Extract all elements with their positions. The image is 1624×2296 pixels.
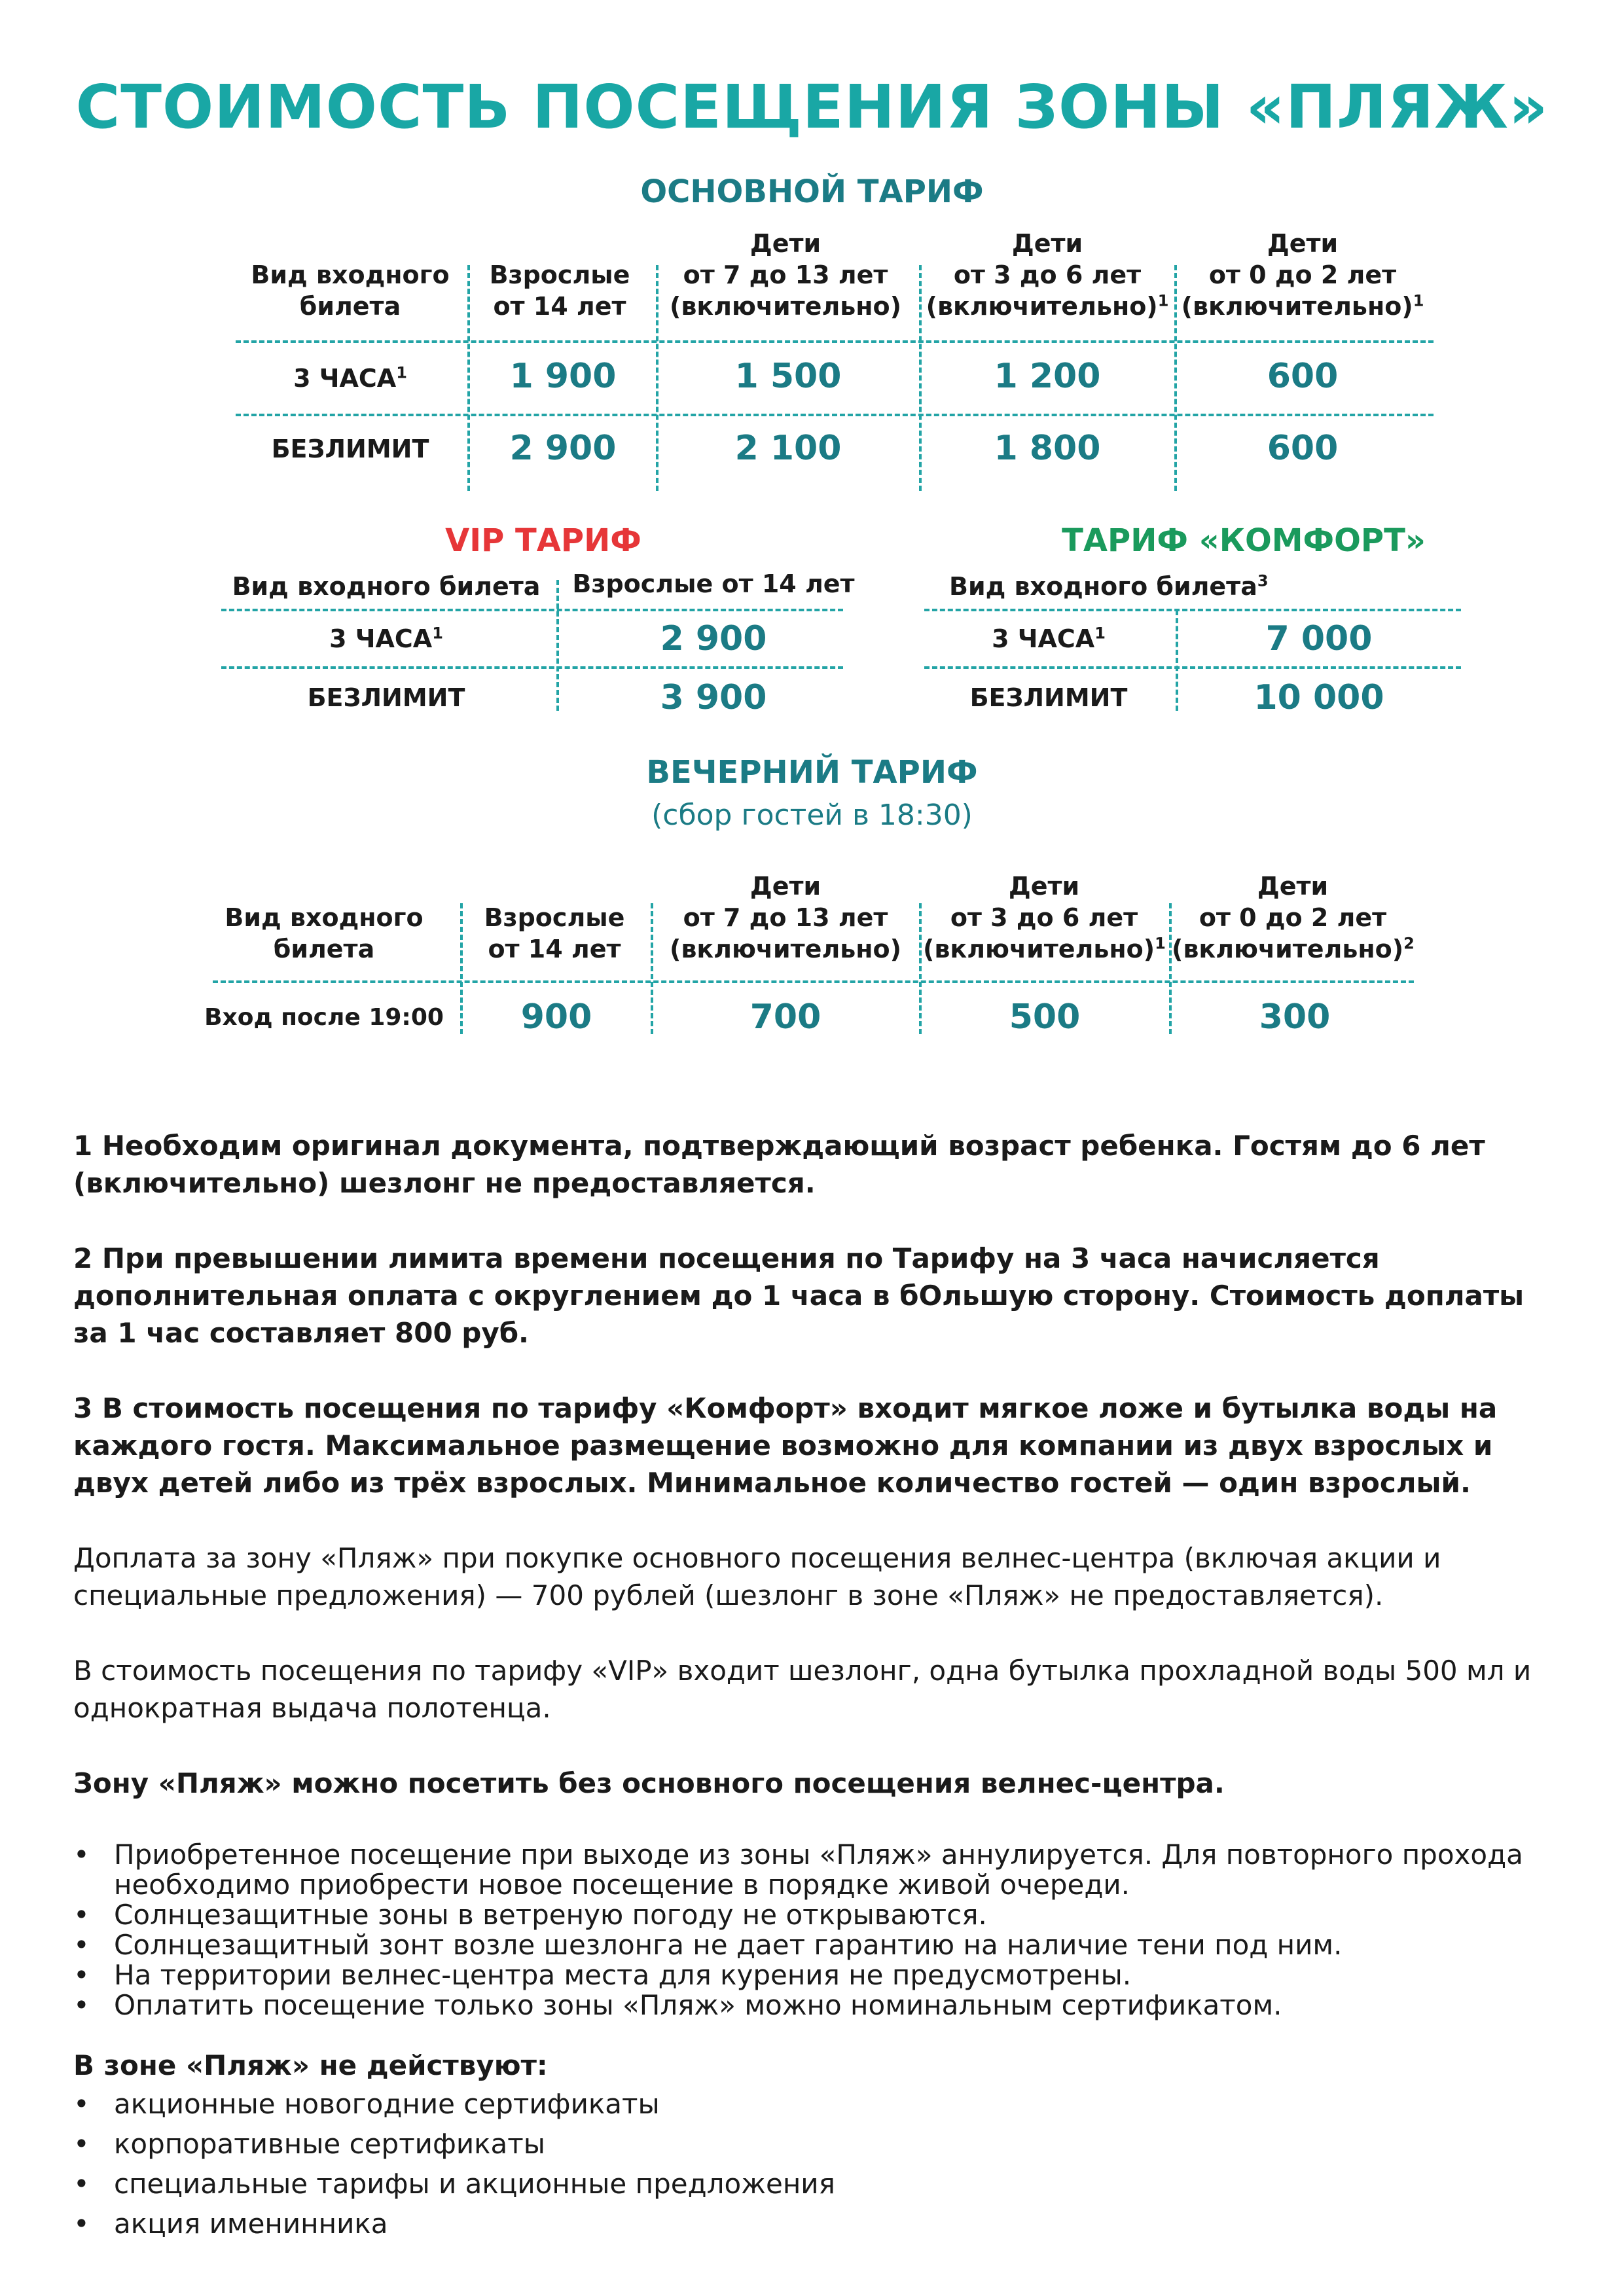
main-divider-2	[236, 414, 1434, 416]
evening-tariff-title: ВЕЧЕРНИЙ ТАРИФ	[646, 754, 978, 791]
vip-divider-2	[221, 666, 843, 669]
vip-unlimited-price: 3 900	[660, 678, 767, 717]
main-header-ticket-type: Вид входного билета	[251, 260, 450, 321]
footnote-2: 2 При превышении лимита времени посещения по Тарифу на 3 часа начисляется дополнительная оплата с округлением до 1 часа в бОльшую сторону. Стоимость доплаты за 1 час составляет 800 руб.	[73, 1242, 1525, 1349]
vip-tariff-title: VIP ТАРИФ	[445, 522, 641, 559]
rules-list	[73, 1840, 1553, 2020]
footnotes	[73, 1127, 1553, 2244]
main-divider-1	[236, 340, 1434, 343]
not-valid-item: • акция именинника	[73, 2204, 1553, 2244]
rule-item: • Солнцезащитный зонт возле шезлонга не дает гарантию на наличие тени под ним.	[73, 1930, 1553, 1960]
not-valid-item: • акционные новогодние сертификаты	[73, 2084, 1553, 2124]
evening-header-adults: Взрослые от 14 лет	[484, 903, 625, 963]
rule-item: • Приобретенное посещение при выходе из зоны «Пляж» аннулируется. Для повторного прохода необходимо приобрести новое посещение в порядке живой очереди.	[73, 1840, 1553, 1900]
main-row-unlimited-label: БЕЗЛИМИТ	[271, 435, 429, 463]
evening-divider	[213, 980, 1414, 983]
rule-item: • Солнцезащитные зоны в ветреную погоду не открываются.	[73, 1900, 1553, 1930]
vip-row-unlimited-label: БЕЗЛИМИТ	[307, 683, 465, 712]
evening-header-children-3-6: Дети от 3 до 6 лет (включительно)$^1$	[923, 872, 1166, 963]
comfort-row-unlimited-label: БЕЗЛИМИТ	[969, 683, 1128, 712]
comfort-3h-price: 7 000	[1265, 619, 1373, 658]
main-col-divider-1	[467, 265, 470, 491]
main-3h-children-7-13-price: 1 500	[734, 357, 842, 396]
comfort-unlimited-price: 10 000	[1254, 678, 1384, 717]
not-valid-item: • корпоративные сертификаты	[73, 2124, 1553, 2164]
vip-includes-note: В стоимость посещения по тарифу «VIP» входит шезлонг, одна бутылка прохладной воды 500 мл и однократная выдача полотенца.	[73, 1655, 1532, 1724]
main-row-3h-label: 3 ЧАСА$^1$	[293, 363, 407, 393]
comfort-header-ticket-type: Вид входного билета$^3$	[949, 571, 1269, 601]
main-header-children-0-2: Дети от 0 до 2 лет (включительно)$^1$	[1181, 229, 1424, 321]
vip-row-3h-label: 3 ЧАСА$^1$	[329, 624, 443, 653]
comfort-tariff-title: ТАРИФ «КОМФОРТ»	[1062, 522, 1426, 559]
vip-header-adults: Взрослые от 14 лет	[572, 569, 855, 598]
evening-adults-price: 900	[520, 997, 592, 1037]
comfort-divider-2	[924, 666, 1461, 669]
evening-header-children-7-13: Дети от 7 до 13 лет (включительно)	[669, 872, 902, 963]
main-header-adults: Взрослые от 14 лет	[489, 260, 630, 321]
evening-col-divider-1	[460, 903, 463, 1034]
main-unlimited-adults-price: 2 900	[509, 429, 617, 468]
vip-col-divider	[556, 580, 559, 711]
comfort-divider-1	[924, 609, 1461, 611]
evening-tariff-subtitle: (сбор гостей в 18:30)	[651, 798, 973, 832]
main-unlimited-children-3-6-price: 1 800	[994, 429, 1101, 468]
evening-children-3-6-price: 500	[1009, 997, 1081, 1037]
not-valid-title: В зоне «Пляж» не действуют:	[73, 2049, 548, 2081]
vip-divider-1	[221, 609, 843, 611]
main-unlimited-children-0-2-price: 600	[1267, 429, 1339, 468]
not-valid-item: • специальные тарифы и акционные предложения	[73, 2164, 1553, 2204]
vip-header-ticket-type: Вид входного билета	[232, 572, 541, 601]
evening-row-label: Вход после 19:00	[204, 1004, 444, 1031]
main-3h-children-0-2-price: 600	[1267, 357, 1339, 396]
vip-3h-price: 2 900	[660, 619, 767, 658]
main-header-children-7-13: Дети от 7 до 13 лет (включительно)	[669, 229, 902, 321]
rule-item: • Оплатить посещение только зоны «Пляж» можно номинальным сертификатом.	[73, 1990, 1553, 2020]
evening-children-7-13-price: 700	[749, 997, 821, 1037]
footnote-1: 1 Необходим оригинал документа, подтверждающий возраст ребенка. Гостям до 6 лет (включительно) шезлонг не предоставляется.	[73, 1130, 1485, 1199]
evening-children-0-2-price: 300	[1259, 997, 1331, 1037]
evening-header-ticket-type: Вид входного билета	[225, 903, 424, 963]
main-header-children-3-6: Дети от 3 до 6 лет (включительно)$^1$	[926, 229, 1169, 321]
main-tariff-title: ОСНОВНОЙ ТАРИФ	[640, 173, 984, 210]
standalone-visit-note: Зону «Пляж» можно посетить без основного посещения велнес-центра.	[73, 1767, 1225, 1799]
not-valid-list	[73, 2084, 1553, 2244]
page-title: СТОИМОСТЬ ПОСЕЩЕНИЯ ЗОНЫ «ПЛЯЖ»	[75, 72, 1549, 142]
rule-item: • На территории велнес-центра места для курения не предусмотрены.	[73, 1960, 1553, 1990]
evening-header-children-0-2: Дети от 0 до 2 лет (включительно)$^2$	[1172, 872, 1415, 963]
surcharge-note: Доплата за зону «Пляж» при покупке основного посещения велнес-центра (включая акции и специальные предложения) — 700 рублей (шезлонг в зоне «Пляж» не предоставляется).	[73, 1542, 1441, 1611]
main-unlimited-children-7-13-price: 2 100	[734, 429, 842, 468]
comfort-row-3h-label: 3 ЧАСА$^1$	[992, 624, 1106, 653]
footnote-3: 3 В стоимость посещения по тарифу «Комфорт» входит мягкое ложе и бутылка воды на каждого гостя. Максимальное размещение возможно для компании из двух взрослых и двух детей либо из трёх взрослых. Минимальное количество гостей — один взрослый.	[73, 1392, 1498, 1499]
main-3h-children-3-6-price: 1 200	[994, 357, 1101, 396]
main-3h-adults-price: 1 900	[509, 357, 617, 396]
